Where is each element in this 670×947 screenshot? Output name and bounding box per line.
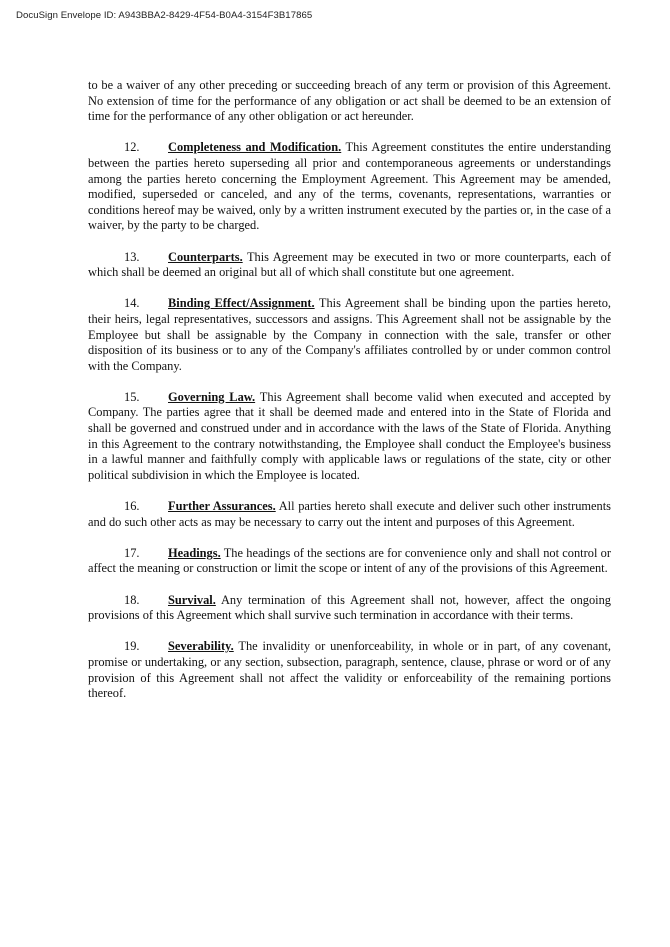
section-text: Any termination of this Agreement shall not, however, affect the ongoing provisions of this Agreement which shall survive such termination in accordance with their terms. [88, 592, 611, 623]
section-17 [88, 546, 611, 577]
section-text: This Agreement shall be binding upon the parties hereto, their heirs, legal representatives, successors and assigns. This Agreement shall not be assignable by the Employee but shall be assignable by the Company in connection with the sale, transfer or other disposition of its business or to any of the Company's affiliates controlled by or under common control with the Company. [88, 296, 611, 373]
section-heading: Survival. [168, 592, 216, 607]
section-text: This Agreement constitutes the entire understanding between the parties hereto superseding all prior and contemporaneous agreements or understandings among the parties hereto concerning the Employment Agreement. This Agreement may be amended, modified, superseded or canceled, and any of the terms, covenants, representations, warranties or conditions hereof may be waived, only by a written instrument executed by the parties or, in the case of a waiver, by the party to be charged. [88, 140, 612, 233]
section-12 [88, 140, 611, 234]
continuation-paragraph: to be a waiver of any other preceding or succeeding breach of any term or provision of this Agreement. No extension of time for the performance of any obligation or act shall be deemed to be an extension of time for the performance of any other obligation or act hereunder. [88, 78, 611, 124]
section-heading: Counterparts. [168, 249, 243, 264]
section-number: 14. [124, 296, 140, 311]
section-text: The headings of the sections are for convenience only and shall not control or affect the meaning or construction or limit the scope or intent of any of the provisions of this Agreement. [88, 545, 611, 576]
section-number: 12. [124, 140, 140, 155]
section-heading: Governing Law. [168, 389, 256, 404]
section-19 [88, 639, 611, 701]
section-14 [88, 296, 611, 374]
section-16 [88, 499, 611, 530]
section-text: The invalidity or unenforceability, in whole or in part, of any covenant, promise or undertaking, or any section, subsection, paragraph, sentence, clause, phrase or word or of any provision of this Agreement shall not affect the validity or enforceability of the remaining portions thereof. [88, 639, 611, 701]
section-text: This Agreement shall become valid when executed and accepted by Company. The parties agree that it shall be deemed made and entered into in the State of Florida and shall be governed and construed under and in accordance with the laws of the State of Florida. Anything in this Agreement to the contrary notwithstanding, the Employee shall conduct the Employee's business in a lawful manner and faithfully comply with applicable laws or regulations of the state, city or other political subdivision in which the Employee is located. [88, 389, 611, 482]
section-heading: Headings. [168, 545, 221, 560]
section-text: All parties hereto shall execute and deliver such other instruments and do such other acts as may be necessary to carry out the intent and purposes of this Agreement. [88, 499, 611, 529]
section-number: 13. [124, 249, 140, 264]
section-heading: Completeness and Modification. [168, 140, 342, 155]
section-number: 15. [124, 389, 140, 404]
section-heading: Further Assurances. [168, 499, 276, 514]
section-number: 16. [124, 499, 140, 514]
section-heading: Severability. [168, 639, 234, 654]
section-number: 17. [124, 545, 140, 560]
agreement-body [88, 78, 611, 717]
section-text: This Agreement may be executed in two or more counterparts, each of which shall be deemed an original but all of which shall constitute but one agreement. [88, 249, 611, 280]
section-15 [88, 390, 611, 484]
section-18 [88, 593, 611, 624]
section-number: 19. [124, 639, 140, 654]
section-13 [88, 250, 611, 281]
section-heading: Binding Effect/Assignment. [168, 296, 315, 311]
section-number: 18. [124, 592, 140, 607]
docusign-envelope-id: DocuSign Envelope ID: A943BBA2-8429-4F54-B0A4-3154F3B17865 [16, 10, 313, 21]
